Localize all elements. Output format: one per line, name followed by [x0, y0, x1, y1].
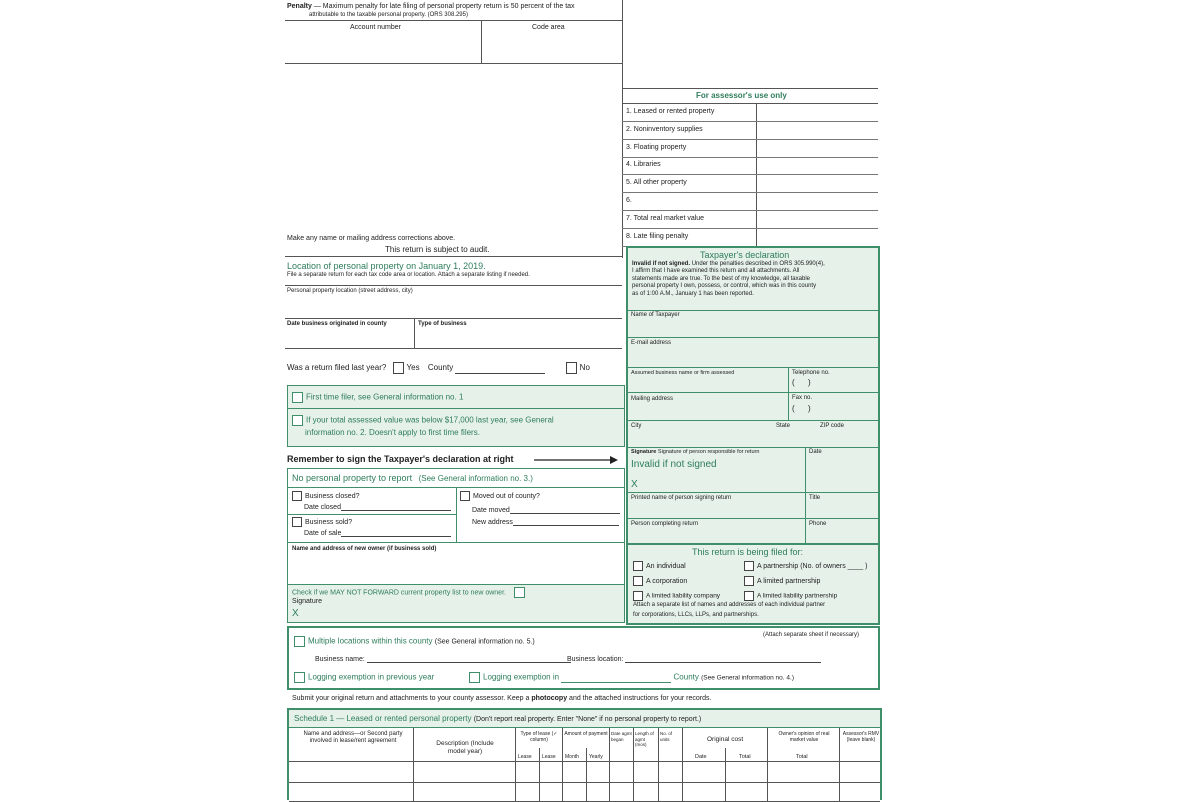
- corporation-label: A corporation: [646, 577, 688, 585]
- signature-label-bold: Signature: [631, 449, 657, 455]
- penalty-notice: [287, 2, 617, 19]
- remember-text: Remember to sign the Taxpayer's declaration at right: [287, 454, 514, 464]
- invalid-text: Invalid if not signed: [631, 459, 717, 470]
- yes-checkbox[interactable]: [393, 362, 404, 374]
- col-j-header: Assessor's RMV (leave blank): [842, 731, 880, 743]
- logging-prev-checkbox[interactable]: [294, 672, 305, 683]
- date-moved-label: Date moved: [472, 507, 510, 514]
- col-a-header: Name and address—or Second party involved in lease/rent agreement: [303, 731, 403, 744]
- col-h-header: Original cost: [707, 736, 744, 743]
- col-d1-header: Month: [565, 754, 579, 760]
- col-h2-header: Total: [739, 754, 751, 760]
- corrections-line-1: Make any name or mailing address corrections above.: [287, 235, 456, 242]
- logging-county-label: County: [673, 672, 699, 682]
- declaration-title: Taxpayer's declaration: [700, 250, 790, 260]
- assessor-row-value[interactable]: [758, 176, 876, 191]
- business-location-label: Business location:: [567, 656, 624, 663]
- assessor-row-value[interactable]: [758, 123, 876, 138]
- moved-label: Moved out of county?: [473, 492, 540, 500]
- col-g-header: No. of units: [660, 731, 673, 742]
- no-property-box: [287, 468, 625, 585]
- business-sold-label: Business sold?: [305, 518, 353, 526]
- submit-text: [292, 695, 711, 702]
- signature-x[interactable]: X: [631, 479, 638, 490]
- multiple-locations-title: Multiple locations within this county: [308, 636, 433, 646]
- llc-checkbox[interactable]: [633, 591, 643, 601]
- assessor-row: [622, 140, 878, 158]
- forward-signature-label: Signature: [292, 598, 322, 605]
- multiple-locations-checkbox[interactable]: [294, 636, 305, 647]
- col-f-header: Length of agmt (mos): [635, 731, 654, 747]
- person-completing-label: Person completing return: [631, 521, 699, 527]
- schedule-note: (Don't report real property. Enter "None" if no personal property to report.): [473, 716, 702, 723]
- col-h1-header: Date: [695, 754, 707, 760]
- logging-in-checkbox[interactable]: [469, 672, 480, 683]
- llc-label: A limited liability company: [646, 592, 721, 600]
- date-originated-label: Date business originated in county: [287, 321, 387, 327]
- business-sold-checkbox[interactable]: [292, 517, 302, 527]
- assessor-box: [622, 88, 878, 246]
- corrections-line-2: This return is subject to audit.: [385, 245, 490, 254]
- assessor-row-label: 2. Noninventory supplies: [626, 125, 703, 133]
- filed-last-year-row: [287, 362, 617, 374]
- first-time-box: [287, 385, 625, 447]
- new-address-label: New address: [472, 519, 513, 526]
- filed-last-year-label: Was a return filed last year?: [287, 363, 387, 373]
- assessor-row: [622, 193, 878, 211]
- first-time-checkbox[interactable]: [292, 392, 303, 403]
- assumed-name-label: Assumed business name or firm assessed: [631, 370, 735, 376]
- assessor-row-label: 7. Total real market value: [626, 214, 705, 222]
- assessor-row: [622, 157, 878, 175]
- yes-label: Yes: [406, 363, 420, 373]
- declaration-text-3: statements made are true. To the best of my knowledge, all taxable: [632, 275, 810, 282]
- llp-label: A limited liability partnership: [757, 592, 838, 600]
- property-address-label: Personal property location (street address, city): [287, 288, 413, 294]
- no-label: No: [579, 363, 590, 373]
- business-name-field[interactable]: [367, 654, 571, 663]
- filed-for-title: This return is being filed for:: [692, 547, 804, 557]
- declaration-text-4: personal property I own, possess, or control, which was in this county: [632, 283, 817, 290]
- penalty-bold: Penalty: [287, 3, 312, 10]
- col-c-header: Type of lease (✓ column): [520, 731, 558, 743]
- telephone-field[interactable]: ( ): [792, 378, 811, 387]
- new-owner-label: Name and address of new owner (if business sold): [292, 546, 437, 552]
- multiple-locations-note: (See General information no. 5.): [434, 638, 535, 646]
- multiple-locations-box: [287, 626, 880, 690]
- title-label: Title: [809, 495, 821, 501]
- printed-name-label: Printed name of person signing return: [631, 495, 732, 501]
- business-location-field[interactable]: [625, 654, 821, 663]
- schedule-1: [287, 708, 882, 800]
- assessor-row-label: 8. Late filing penalty: [626, 232, 689, 240]
- submit-text-2: and the attached instructions for your records.: [569, 695, 712, 702]
- declaration-bold: Invalid if not signed.: [632, 261, 691, 267]
- col-i1-header: Total: [796, 754, 808, 760]
- date-moved-field[interactable]: [510, 505, 620, 514]
- col-d-header: Amount of payment: [564, 731, 608, 737]
- corporation-checkbox[interactable]: [633, 576, 643, 586]
- location-title: Location of personal property on January 1, 2019.: [287, 261, 486, 271]
- assessor-row-value[interactable]: [758, 212, 876, 227]
- penalty-text-1: — Maximum penalty for late filing of personal property return is 50 percent of the tax: [313, 3, 575, 10]
- partnership-label: A partnership (No. of owners ____ ): [757, 562, 868, 570]
- email-label: E-mail address: [631, 340, 672, 346]
- date-closed-label: Date closed: [304, 504, 341, 511]
- attach-text-1: Attach a separate list of names and addresses of each individual partner: [633, 602, 826, 608]
- assessor-row-label: 6.: [626, 197, 632, 204]
- name-taxpayer-label: Name of Taxpayer: [631, 312, 680, 318]
- first-time-option: [292, 392, 463, 403]
- col-e-header: Date agmt began: [611, 731, 632, 742]
- assessor-row-value[interactable]: [758, 230, 876, 245]
- moved-checkbox[interactable]: [460, 491, 470, 501]
- no-property-note: (See General information no. 3.): [418, 474, 533, 483]
- logging-in-label: Logging exemption in: [483, 672, 560, 682]
- assessor-row-value[interactable]: [758, 194, 876, 209]
- individual-checkbox[interactable]: [633, 561, 643, 571]
- business-name-label: Business name:: [315, 656, 365, 663]
- col-i-header: Owner's opinion of real market value: [778, 731, 830, 743]
- forward-text: Check if we MAY NOT FORWARD current property list to new owner.: [292, 589, 506, 597]
- assessor-row: [622, 122, 878, 140]
- account-number-label: Account number: [350, 24, 401, 31]
- below-threshold-checkbox[interactable]: [292, 415, 303, 426]
- submit-text-1: Submit your original return and attachments to your county assessor. Keep a: [292, 695, 530, 702]
- below-threshold-option: [292, 415, 554, 426]
- business-closed-label: Business closed?: [305, 492, 360, 500]
- assessor-row: [622, 104, 878, 122]
- assessor-row: [622, 211, 878, 229]
- forward-checkbox[interactable]: [514, 587, 525, 598]
- declaration-box: [626, 246, 880, 625]
- fax-field[interactable]: ( ): [792, 404, 811, 413]
- logging-county-note: (See General information no. 4.): [701, 674, 794, 682]
- below-threshold-label-2: information no. 2. Doesn't apply to first time filers.: [305, 428, 480, 437]
- date-label: Date: [809, 449, 822, 455]
- submit-photocopy: photocopy: [531, 695, 568, 702]
- forward-box: [287, 585, 625, 623]
- declaration-text-2: I affirm that I have examined this return and all attachments. All: [632, 268, 800, 275]
- arrow-right-icon: [534, 455, 618, 467]
- date-sale-label: Date of sale: [304, 530, 342, 537]
- declaration-text-5: as of 1:00 A.M., January 1 has been reported.: [632, 290, 754, 297]
- assessor-row-label: 4. Libraries: [626, 161, 661, 169]
- col-c2-header: Lease: [542, 754, 556, 760]
- no-checkbox[interactable]: [566, 362, 577, 374]
- assessor-title: For assessor's use only: [696, 91, 787, 100]
- assessor-row-value[interactable]: [758, 158, 876, 173]
- new-address-field[interactable]: [513, 517, 619, 526]
- col-c1-header: Lease: [518, 754, 532, 760]
- city-label: City: [631, 423, 642, 429]
- date-sale-field[interactable]: [341, 528, 451, 537]
- state-label: State: [776, 423, 791, 429]
- code-area-label: Code area: [532, 24, 565, 31]
- no-property-title: No personal property to report: [292, 473, 413, 483]
- assessor-row-label: 1. Leased or rented property: [626, 108, 715, 115]
- first-time-label: First time filer, see General information no. 1: [306, 392, 464, 402]
- assessor-row-value[interactable]: [758, 105, 876, 120]
- logging-prev-label: Logging exemption in previous year: [308, 672, 435, 682]
- attach-text-2: for corporations, LLCs, LLPs, and partnerships.: [633, 612, 759, 618]
- assessor-row-label: 3. Floating property: [626, 143, 687, 151]
- col-d2-header: Yearly: [589, 754, 603, 760]
- business-closed-checkbox[interactable]: [292, 491, 302, 501]
- penalty-text-2: attributable to the taxable personal property. (ORS 308.295): [309, 12, 468, 18]
- assessor-row: [622, 175, 878, 193]
- phone-label: Phone: [809, 521, 827, 527]
- fax-label: Fax no.: [792, 395, 813, 401]
- declaration-text-1: Under the penalties described in ORS 305.990(4),: [691, 261, 825, 267]
- llp-checkbox[interactable]: [744, 591, 754, 601]
- county-field[interactable]: [455, 365, 545, 374]
- individual-label: An individual: [646, 562, 686, 570]
- col-b-header: Description (Include model year): [436, 740, 494, 755]
- limited-partnership-checkbox[interactable]: [744, 576, 754, 586]
- telephone-label: Telephone no.: [792, 370, 830, 376]
- forward-signature-x[interactable]: X: [292, 608, 299, 619]
- signature-label: Signature of person responsible for return: [657, 449, 760, 455]
- county-label: County: [427, 363, 454, 373]
- zip-label: ZIP code: [820, 423, 844, 429]
- assessor-row: [622, 229, 878, 247]
- logging-county-field[interactable]: [561, 674, 671, 683]
- location-subtitle: File a separate return for each tax code area or location. Attach a separate listing if needed.: [287, 272, 530, 278]
- date-closed-field[interactable]: [341, 502, 451, 511]
- limited-partnership-label: A limited partnership: [757, 577, 821, 585]
- assessor-row-value[interactable]: [758, 141, 876, 156]
- schedule-title: Schedule 1 — Leased or rented personal property: [294, 714, 472, 723]
- below-threshold-label-1: If your total assessed value was below $17,000 last year, see General: [306, 415, 554, 425]
- partnership-checkbox[interactable]: [744, 561, 754, 571]
- type-business-label: Type of business: [418, 321, 467, 327]
- assessor-row-label: 5. All other property: [626, 179, 687, 187]
- mailing-label: Mailing address: [631, 396, 674, 402]
- attach-sheet-note: (Attach separate sheet if necessary): [763, 632, 860, 638]
